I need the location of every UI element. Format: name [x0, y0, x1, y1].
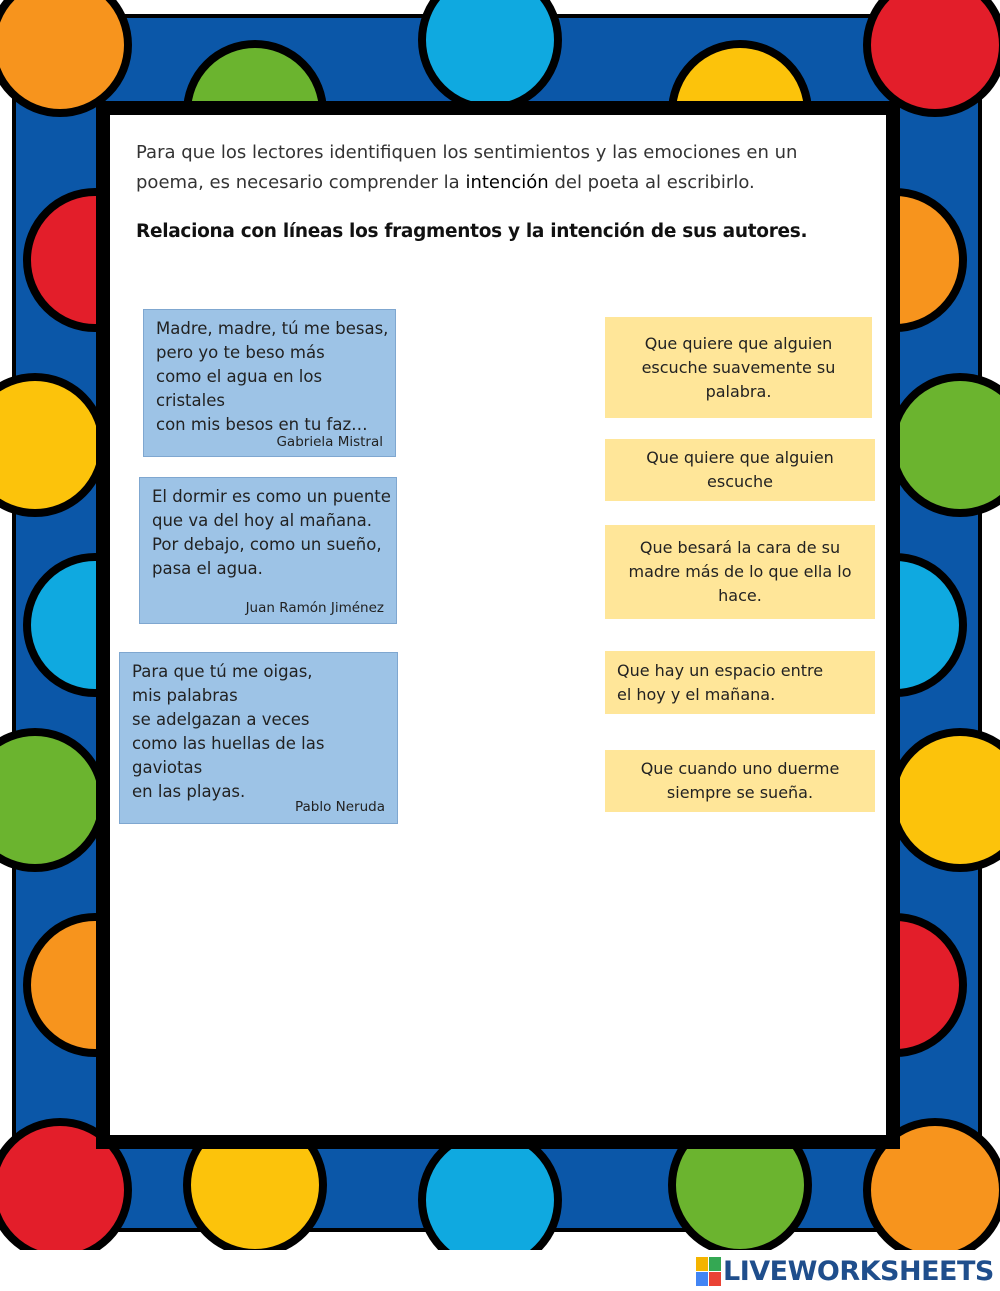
intro-text-start: Para que los lectores identifiquen los sentimientos y las emociones en un poema, es necesario comprender la [136, 142, 798, 193]
intention-text: Que quiere que alguien escuche [646, 448, 834, 491]
decorative-dot [422, 0, 558, 108]
decorative-dot [0, 0, 128, 113]
poem-author: Pablo Neruda [294, 799, 385, 815]
decorative-dot [892, 377, 1000, 513]
logo-square [696, 1272, 708, 1286]
intention-box-3[interactable] [605, 525, 875, 619]
logo-square [696, 1257, 708, 1271]
intention-text: Que cuando uno duerme siempre se sueña. [640, 759, 840, 802]
intention-box-4[interactable] [605, 651, 875, 714]
logo-square [709, 1272, 721, 1286]
intro-highlight: intención [465, 172, 549, 193]
decorative-dot [892, 732, 1000, 868]
liveworksheets-logo [696, 1255, 994, 1287]
worksheet-panel [110, 115, 886, 1135]
poem-card-mistral[interactable] [143, 309, 396, 457]
decorative-dot [422, 1132, 558, 1250]
decorative-dot [867, 0, 1000, 113]
logo-mark-icon [696, 1257, 720, 1285]
intention-box-2[interactable] [605, 439, 875, 501]
intention-text: Que besará la cara de su madre más de lo que ella lo hace. [628, 538, 852, 605]
intention-text: Que hay un espacio entre el hoy y el mañana. [617, 660, 824, 704]
intro-paragraph [136, 138, 856, 198]
logo-text: LIVEWORKSHEETS [723, 1255, 994, 1287]
decorative-dot [0, 377, 103, 513]
poem-card-neruda[interactable] [119, 652, 398, 824]
logo-square [709, 1257, 721, 1271]
poem-lines: Para que tú me oigas, mis palabras se adelgazan a veces como las huellas de las gaviotas en las playas. [132, 662, 325, 801]
poem-lines: El dormir es como un puente que va del hoy al mañana. Por debajo, como un sueño, pasa el agua. [152, 487, 391, 578]
intention-box-1[interactable] [605, 317, 872, 418]
intention-text: Que quiere que alguien escuche suavemente su palabra. [641, 333, 836, 401]
decorative-dot [0, 732, 103, 868]
intro-text-end: del poeta al escribirlo. [548, 172, 755, 193]
instruction-heading: Relaciona con líneas los fragmentos y la intención de sus autores. [136, 221, 808, 242]
intention-box-5[interactable] [605, 750, 875, 812]
poem-author: Gabriela Mistral [276, 434, 383, 450]
poem-author: Juan Ramón Jiménez [245, 600, 384, 616]
poem-lines: Madre, madre, tú me besas, pero yo te beso más como el agua en los cristales con mis besos en tu faz… [156, 319, 389, 434]
poem-card-jimenez[interactable] [139, 477, 397, 624]
